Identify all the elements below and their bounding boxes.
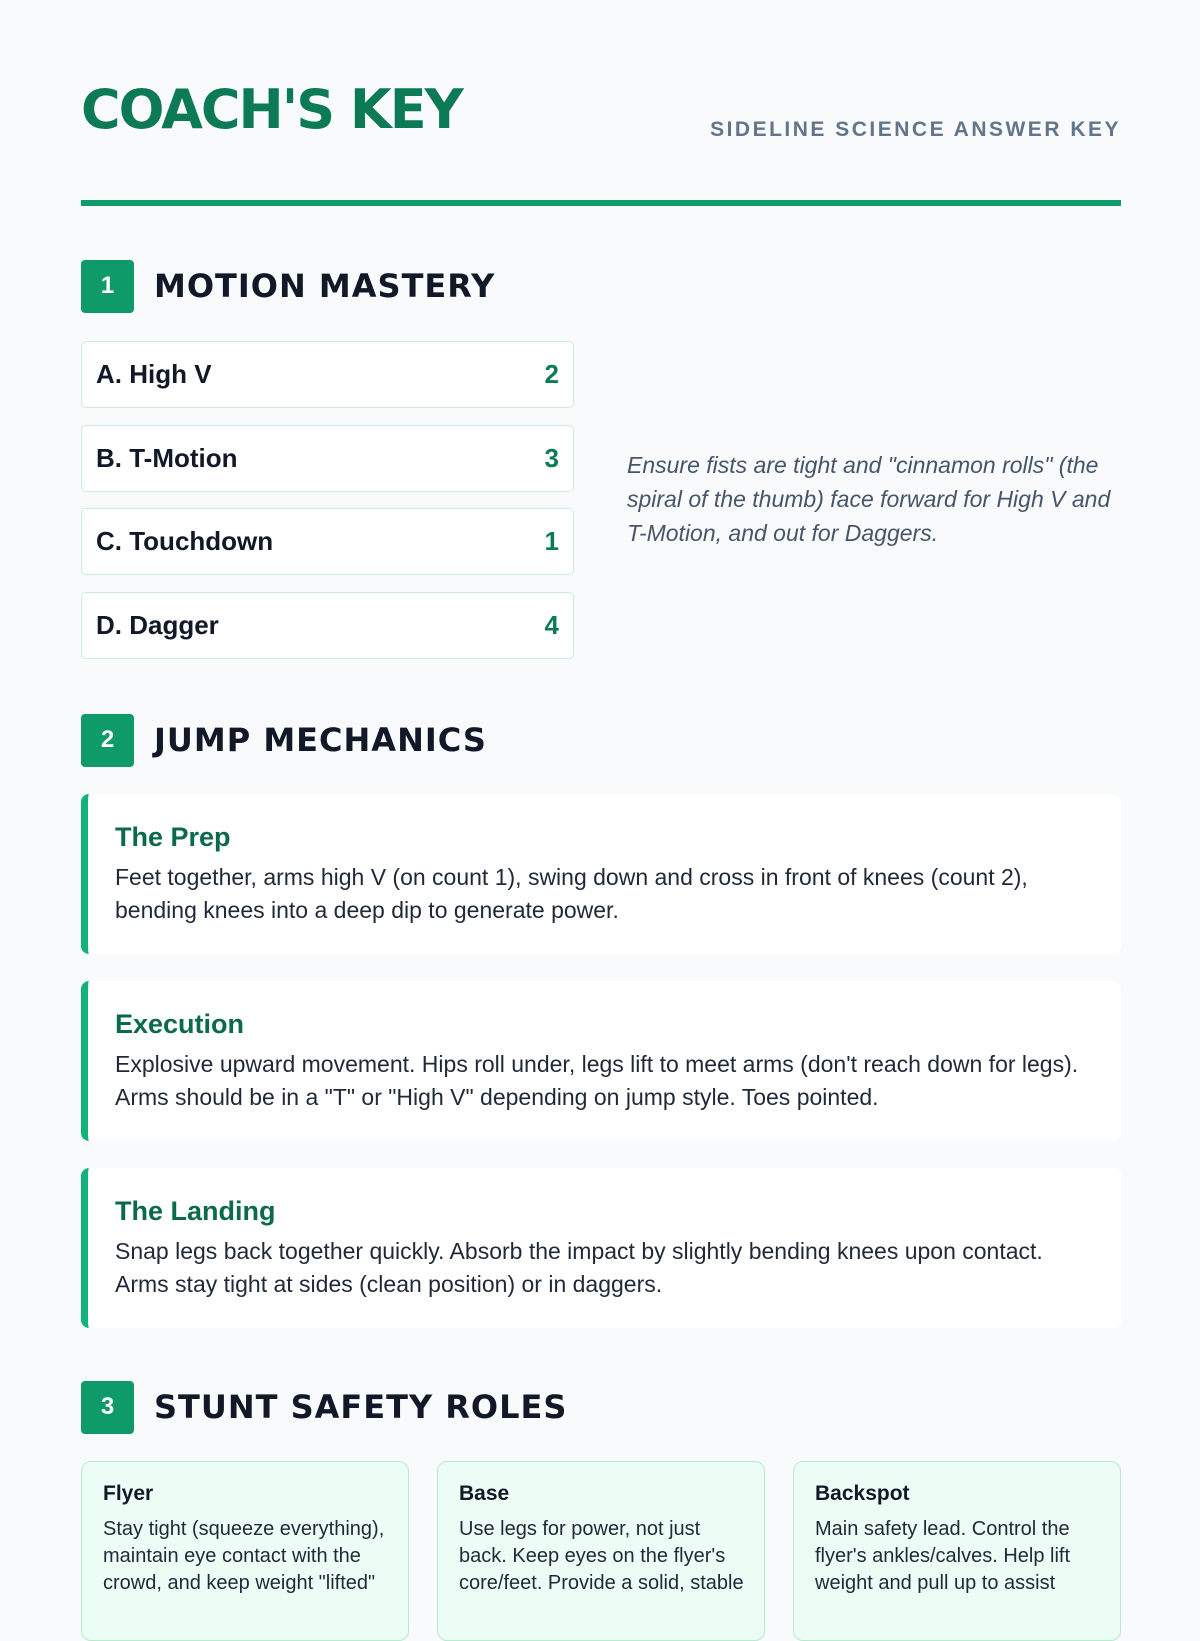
motion-label: D. Dagger (96, 609, 219, 640)
section-title: MOTION MASTERY (154, 267, 496, 305)
motion-answer-value: 1 (544, 526, 559, 556)
section-header-stunt-safety (81, 1380, 567, 1434)
motion-answer-value: 4 (544, 609, 559, 640)
motion-coaching-note: Ensure fists are tight and "cinnamon rolls" (the spiral of the thumb) face forward for High V and T-Motion, and out for Daggers. (627, 452, 1111, 546)
motion-answer-value: 3 (544, 442, 559, 473)
answer-key-page (81, 0, 1121, 1594)
page-header (81, 0, 1121, 210)
motion-answer-row (81, 592, 574, 659)
section-number-badge: 2 (81, 714, 134, 767)
stunt-role-card-base (437, 1461, 765, 1641)
stunt-role-card-flyer (81, 1461, 409, 1641)
header-divider (81, 200, 1121, 206)
jump-phase-card-prep (81, 794, 1121, 954)
stunt-role-card-backspot (793, 1461, 1121, 1641)
jump-phase-title: The Landing (115, 1196, 276, 1226)
motion-answer-row (81, 341, 574, 408)
stunt-role-title: Backspot (815, 1482, 910, 1505)
jump-phase-title: Execution (115, 1009, 245, 1039)
motion-answer-list (81, 341, 574, 675)
section-number-badge: 1 (81, 260, 134, 313)
stunt-role-description: Stay tight (squeeze everything), maintain eye contact with the crowd, and keep weight "lifted" (103, 1518, 385, 1594)
section-title: JUMP MECHANICS (154, 721, 487, 759)
motion-label: B. T-Motion (96, 442, 238, 473)
section-header-motion-mastery (81, 259, 495, 313)
section-number-badge: 3 (81, 1381, 134, 1434)
motion-answer-row (81, 425, 574, 492)
jump-phase-description: Snap legs back together quickly. Absorb the impact by slightly bending knees upon contact. Arms stay tight at sides (clean position) or in daggers. (115, 1238, 1043, 1297)
jump-phase-description: Explosive upward movement. Hips roll under, legs lift to meet arms (don't reach down for legs). Arms should be in a "T" or "High V" depending on jump style. Toes pointed. (115, 1051, 1079, 1110)
jump-phase-card-execution (81, 981, 1121, 1141)
stunt-role-description: Main safety lead. Control the flyer's ankles/calves. Help lift weight and pull up to assist (815, 1518, 1071, 1594)
motion-label: A. High V (96, 359, 212, 389)
section-header-jump-mechanics (81, 713, 487, 767)
stunt-role-title: Base (459, 1482, 510, 1505)
motion-answer-row (81, 508, 574, 575)
section-title: STUNT SAFETY ROLES (154, 1388, 568, 1426)
stunt-role-title: Flyer (103, 1482, 154, 1505)
jump-phase-card-landing (81, 1168, 1121, 1328)
motion-label: C. Touchdown (96, 526, 274, 556)
jump-phase-description: Feet together, arms high V (on count 1), swing down and cross in front of knees (count 2), bending knees into a deep dip to generate power. (115, 864, 1028, 923)
jump-phase-title: The Prep (115, 822, 231, 852)
motion-answer-value: 2 (544, 359, 559, 389)
page-title: COACH'S KEY (81, 78, 462, 141)
stunt-role-description: Use legs for power, not just back. Keep eyes on the flyer's core/feet. Provide a solid, stable (459, 1518, 744, 1594)
page-subtitle: SIDELINE SCIENCE ANSWER KEY (710, 118, 1121, 141)
